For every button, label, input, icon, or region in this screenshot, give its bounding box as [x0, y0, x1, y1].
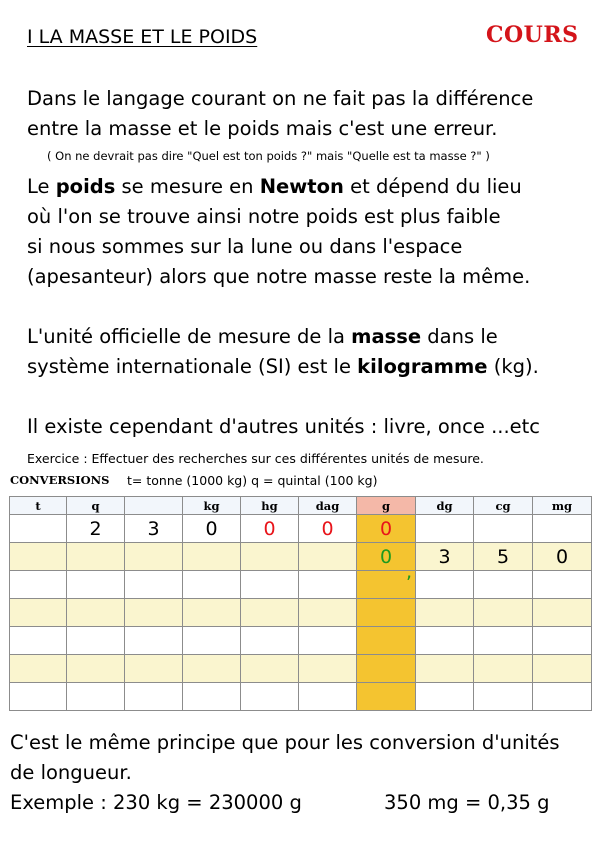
- masse-line-2: [27, 352, 539, 382]
- header-cg: cg: [474, 497, 533, 515]
- conversions-legend: t= tonne (1000 kg) q = quintal (100 kg): [127, 473, 378, 488]
- cell-g: [357, 543, 416, 583]
- table-row: [10, 543, 592, 571]
- principe-line-2: de longueur.: [10, 761, 132, 784]
- principe-line-1: C'est le même principe que pour les conversion d'unités: [10, 731, 560, 754]
- exemple-mg: 350 mg = 0,35 g: [384, 791, 550, 814]
- unit-header-row: [10, 497, 592, 515]
- header-t: t: [10, 497, 67, 515]
- header-dag: dag: [299, 497, 357, 515]
- header-blank: [125, 497, 183, 515]
- autres-unites-line: Il existe cependant d'autres unités : livre, once ...etc: [27, 415, 541, 438]
- cell-mg: 0: [533, 543, 592, 571]
- masse-text-a: L'unité officielle de mesure de la: [27, 325, 352, 348]
- cell-kg: [183, 543, 241, 571]
- cell-dg: 3: [416, 543, 474, 571]
- cell-mg: [533, 515, 592, 543]
- table-row: [10, 655, 592, 683]
- poids-text-c: se mesure en: [115, 175, 260, 198]
- cell-dag: [299, 543, 357, 571]
- masse-keyword: masse: [351, 325, 422, 348]
- cell-hg: 0: [241, 515, 299, 543]
- exemple-kg: Exemple : 230 kg = 230000 g: [10, 791, 302, 814]
- header-dg: dg: [416, 497, 474, 515]
- cell-g: 0: [357, 515, 416, 543]
- newton-keyword: Newton: [259, 175, 344, 198]
- cell-cg: 5: [474, 543, 533, 571]
- conversion-table: [9, 496, 592, 711]
- masse-line-1: [27, 322, 498, 352]
- decimal-comma: ,: [406, 560, 413, 583]
- cell-t: [10, 515, 67, 543]
- poids-line-2: où l'on se trouve ainsi notre poids est plus faible: [27, 205, 501, 228]
- header-kg: kg: [183, 497, 241, 515]
- poids-text-e: et dépend du lieu: [343, 175, 522, 198]
- table-row: [10, 515, 592, 543]
- cell-dag: 0: [299, 515, 357, 543]
- cell-cg: [474, 515, 533, 543]
- masse-text-d: système internationale (SI) est le: [27, 355, 358, 378]
- table-row: [10, 599, 592, 627]
- cours-badge: COURS: [486, 22, 579, 48]
- cell-blank: 3: [125, 515, 183, 543]
- header-g: g: [357, 497, 416, 515]
- intro-line-2: entre la masse et le poids mais c'est une erreur.: [27, 117, 498, 140]
- cell-blank: [125, 543, 183, 571]
- exercice-line: Exercice : Effectuer des recherches sur ces différentes unités de mesure.: [27, 451, 484, 466]
- masse-text-f: (kg).: [487, 355, 539, 378]
- header-mg: mg: [533, 497, 592, 515]
- cell-hg: [241, 543, 299, 571]
- table-row: [10, 627, 592, 655]
- kilogramme-keyword: kilogramme: [357, 355, 488, 378]
- poids-line-4: (apesanteur) alors que notre masse reste la même.: [27, 265, 531, 288]
- conversions-label: CONVERSIONS: [10, 473, 110, 487]
- cell-dg: [416, 515, 474, 543]
- poids-keyword: poids: [55, 175, 116, 198]
- cell-q: [67, 543, 125, 571]
- poids-line-3: si nous sommes sur la lune ou dans l'espace: [27, 235, 463, 258]
- masse-text-c: dans le: [421, 325, 498, 348]
- intro-line-1: Dans le langage courant on ne fait pas la différence: [27, 87, 534, 110]
- cell-t: [10, 543, 67, 571]
- table-row: [10, 683, 592, 711]
- poids-text-a: Le: [27, 175, 56, 198]
- header-hg: hg: [241, 497, 299, 515]
- cell-kg: 0: [183, 515, 241, 543]
- cell-q: 2: [67, 515, 125, 543]
- poids-line-1: [27, 172, 522, 202]
- table-row: [10, 571, 592, 599]
- intro-note: ( On ne devrait pas dire "Quel est ton poids ?" mais "Quelle est ta masse ?" ): [47, 149, 490, 163]
- cell-g-value: 0: [379, 545, 393, 568]
- page-title: I LA MASSE ET LE POIDS: [27, 26, 258, 48]
- header-q: q: [67, 497, 125, 515]
